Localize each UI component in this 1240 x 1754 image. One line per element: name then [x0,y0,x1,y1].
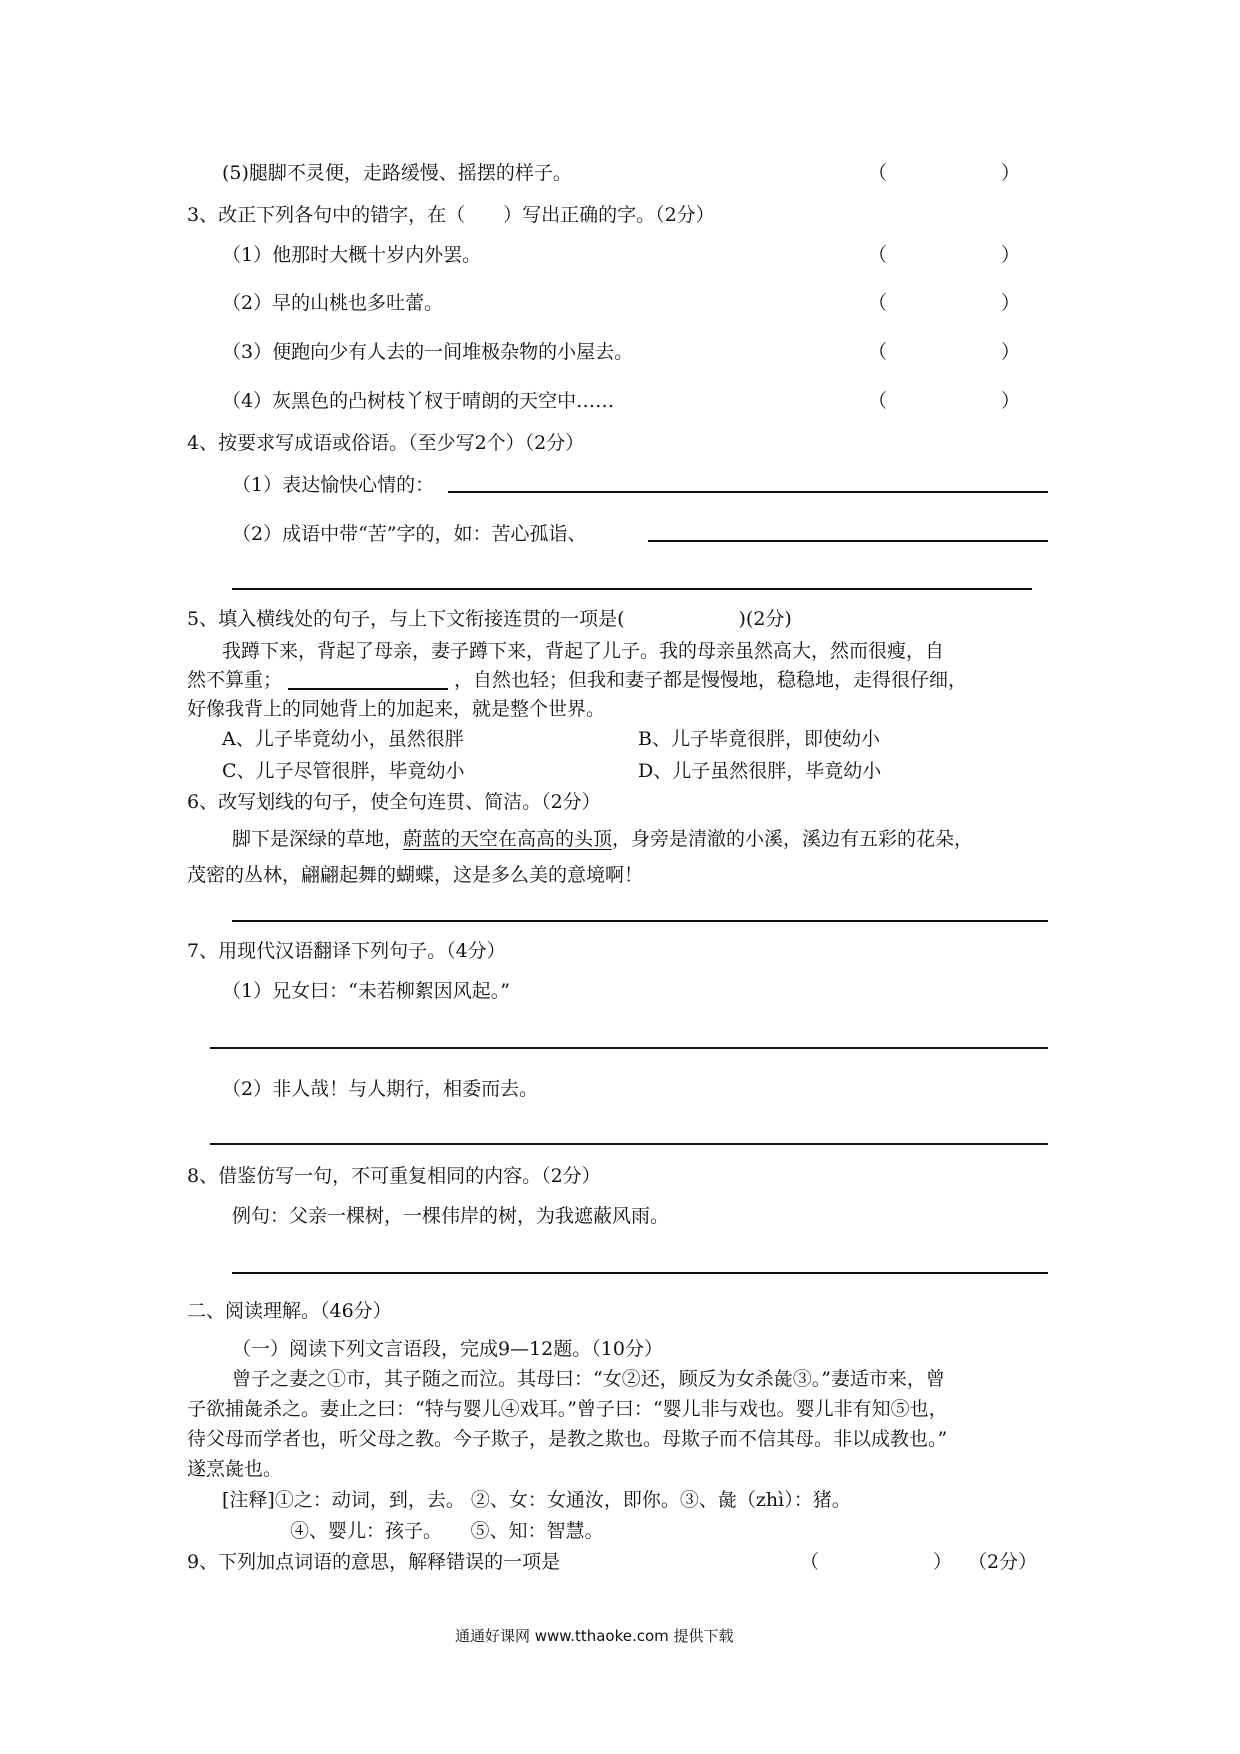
q3-item2: （2）早的山桃也多吐蕾。 [222,292,444,314]
q7-item1: （1）兄女曰：“未若柳絮因风起。” [222,980,511,1002]
annotation-line1: [注释]①之：动词，到，去。 ②、女：女通汝，即你。③、彘（zhì）：猪。 [222,1489,851,1511]
q5-option-c[interactable]: C、儿子尽管很胖，毕竟幼小 [222,760,465,782]
underlined-sentence: 蔚蓝的天空在高高的头顶 [403,828,613,850]
q3-item3: （3）便跑向少有人去的一间堆极杂物的小屋去。 [222,341,634,363]
q5-passage-line1: 我蹲下来，背起了母亲，妻子蹲下来，背起了儿子。我的母亲虽然高大，然而很瘦，自 [222,640,945,662]
q6-line1-part1: 脚下是深绿的草地， [232,828,404,850]
q8-title: 8、借鉴仿写一句，不可重复相同的内容。（2分） [187,1165,601,1187]
q8-example: 例句：父亲一棵树，一棵伟岸的树，为我遮蔽风雨。 [232,1205,670,1227]
page-footer: 通通好课网 www.tthaoke.com 提供下载 [455,1627,734,1645]
answer-paren[interactable]: （ ） [868,244,1021,266]
classical-text-line3: 待父母而学者也，听父母之教。今子欺子，是教之欺也。母欺子而不信其母。非以成教也。” [187,1428,948,1450]
q3-item4: （4）灰黑色的凸树枝丫杈于晴朗的天空中…… [222,390,615,412]
section2-title: 二、阅读理解。（46分） [187,1300,392,1322]
classical-text-line4: 遂烹彘也。 [187,1458,283,1480]
q6-passage-line1 [232,826,973,852]
classical-text-line2: 子欲捕彘杀之。妻止之曰：“特与婴儿④戏耳。”曾子曰：“婴儿非与戏也。婴儿非有知⑤也， [187,1398,948,1420]
answer-paren[interactable]: （ ） [868,292,1021,314]
fill-blank[interactable] [288,668,448,690]
q3-item1: （1）他那时大概十岁内外罢。 [222,244,482,266]
answer-line[interactable] [448,491,1048,493]
answer-line[interactable] [232,588,1032,590]
answer-line[interactable] [232,1272,1048,1274]
q4-item1: （1）表达愉快心情的： [232,474,435,496]
answer-paren[interactable]: （ ） [868,341,1021,363]
q5-option-a[interactable]: A、儿子毕竟幼小，虽然很胖 [222,728,464,750]
answer-line[interactable] [210,1143,1048,1145]
answer-line[interactable] [648,540,1048,542]
answer-line[interactable] [210,1047,1048,1049]
q7-title: 7、用现代汉语翻译下列句子。（4分） [187,940,506,962]
q6-passage-line2: 茂密的丛林，翩翩起舞的蝴蝶，这是多么美的意境啊！ [187,864,644,886]
q5-title: 5、填入横线处的句子，与上下文衔接连贯的一项是( )(2分) [187,608,792,630]
q5-passage-line3: 好像我背上的同她背上的加起来，就是整个世界。 [187,698,606,720]
q5-option-d[interactable]: D、儿子虽然很胖，毕竟幼小 [638,760,882,782]
q9-score: （2分） [968,1551,1038,1573]
q6-title: 6、改写划线的句子，使全句连贯、简洁。（2分） [187,791,601,813]
answer-paren[interactable]: （ ） [800,1551,953,1573]
annotation-line2: ④、婴儿：孩子。 ⑤、知：智慧。 [290,1520,604,1542]
reading-part1-title: （一）阅读下列文言语段，完成9—12题。（10分） [232,1338,663,1360]
q4-title: 4、按要求写成语或俗语。（至少写2个）（2分） [187,432,585,454]
q5-option-b[interactable]: B、儿子毕竟很胖，即使幼小 [638,728,880,750]
q4-item2: （2）成语中带“苦”字的，如：苦心孤诣、 [232,523,587,545]
q2-item5: (5)腿脚不灵便，走路缓慢、摇摆的样子。 [222,162,572,184]
q5-line2-part1: 然不算重； [187,669,283,691]
classical-text-line1: 曾子之妻之①市，其子随之而泣。其母曰：“女②还，顾反为女杀彘③。”妻适市来，曾 [232,1368,945,1390]
answer-paren[interactable]: （ ） [868,162,1021,184]
q3-title: 3、改正下列各句中的错字，在（ ）写出正确的字。（2分） [187,204,715,226]
q9-title: 9、下列加点词语的意思，解释错误的一项是 [187,1551,561,1573]
q6-line1-part2: ，身旁是清澈的小溪，溪边有五彩的花朵， [612,828,974,850]
q5-passage-line2 [187,667,967,693]
answer-paren[interactable]: （ ） [868,390,1021,412]
answer-line[interactable] [232,920,1048,922]
q7-item2: （2）非人哉！与人期行，相委而去。 [222,1078,539,1100]
q5-line2-part2: ，自然也轻；但我和妻子都是慢慢地，稳稳地，走得很仔细， [454,669,968,691]
